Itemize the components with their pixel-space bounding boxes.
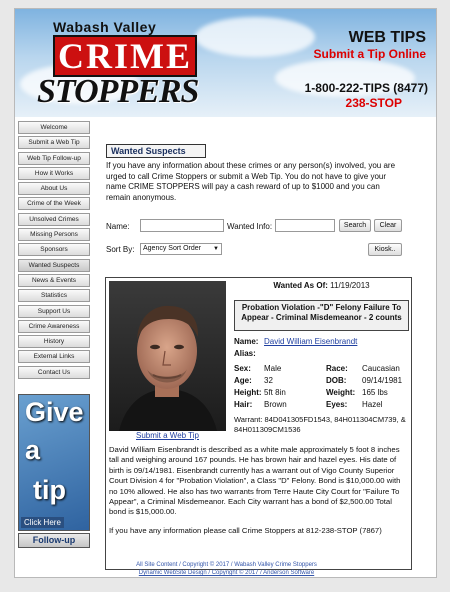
logo-title: Wabash Valley <box>53 19 157 35</box>
hair-value: Brown <box>264 400 287 409</box>
wanted-as-of <box>234 281 409 290</box>
header-banner <box>15 9 436 117</box>
page-title: Wanted Suspects <box>106 144 206 158</box>
sort-by-label: Sort By: <box>106 245 135 254</box>
search-button[interactable]: Search <box>339 219 371 232</box>
kiosk-button[interactable]: Kiosk.. <box>368 243 402 256</box>
eyes-label: Eyes: <box>326 400 348 409</box>
sidebar-item-web-tip-follow-up[interactable]: Web Tip Follow-up <box>18 152 90 165</box>
web-tips-heading: WEB TIPS <box>348 29 426 46</box>
sidebar-item-history[interactable]: History <box>18 335 90 348</box>
sidebar-item-support-us[interactable]: Support Us <box>18 305 90 318</box>
sort-order-select[interactable] <box>140 243 222 255</box>
footer-design-link[interactable]: Dynamic WebSite Design / Copyright © 2017 / Anderson Software <box>138 570 315 576</box>
wanted-info-input[interactable] <box>275 219 335 232</box>
promo-click-here[interactable]: Click Here <box>21 517 64 528</box>
suspect-photo <box>109 281 226 431</box>
race-value: Caucasian <box>362 364 400 373</box>
promo-tip: tip <box>33 475 66 505</box>
alias-label: Alias: <box>234 349 256 358</box>
charge-box: Probation Violation -"D" Felony Failure To Appear - Criminal Misdemeanor - 2 counts <box>234 300 409 331</box>
name-label: Name: <box>106 222 130 231</box>
submit-web-tip-link[interactable]: Submit a Web Tip <box>136 431 199 440</box>
chevron-down-icon: ▼ <box>213 246 219 252</box>
weight-label: Weight: <box>326 388 356 397</box>
page <box>14 8 437 578</box>
sidebar-item-external-links[interactable]: External Links <box>18 350 90 363</box>
description-text: David William Eisenbrandt is described as a white male approximately 5 foot 8 inches tall and weighing around 167 pounds. He has brown hair and hazel eyes. His date of birth is 09/14/1981. Eisenbrandt currently has a warrant out of Vigo County Superior Court Division 4 for "Probation Violation", a Class "D" Felony. Bond is $10,000.00 with no 10% allowed. He also has two warrants from Terre Haute City Court for "Failure To Appear", a Criminal Misdemeanor. Each City warrant has a bond of $2,500.00 Total bond is $15,000.00. <box>109 445 401 517</box>
age-value: 32 <box>264 376 273 385</box>
wanted-as-of-label: Wanted As Of: <box>273 281 328 290</box>
sex-label: Sex: <box>234 364 251 373</box>
follow-up-button[interactable]: Follow-up <box>18 533 90 548</box>
sidebar-item-crime-of-the-week[interactable]: Crime of the Week <box>18 197 90 210</box>
footer-copyright-link[interactable]: All Site Content / Copyright © 2017 / Wabash Valley Crime Stoppers <box>136 562 317 568</box>
sidebar-item-sponsors[interactable]: Sponsors <box>18 243 90 256</box>
give-a-tip-banner[interactable] <box>18 394 90 531</box>
height-label: Height: <box>234 388 262 397</box>
mugshot-image <box>109 281 226 431</box>
contact-text: If you have any information please call Crime Stoppers at 812-238-STOP (7867) <box>109 525 382 535</box>
eyes-value: Hazel <box>362 400 383 409</box>
wanted-as-of-date: 11/19/2013 <box>330 281 370 290</box>
suspect-card <box>105 277 412 570</box>
sidebar-item-submit-web-tip[interactable]: Submit a Web Tip <box>18 136 90 149</box>
sidebar-nav <box>18 121 90 381</box>
sort-order-value: Agency Sort Order <box>143 245 201 252</box>
dob-label: DOB: <box>326 376 347 385</box>
age-label: Age: <box>234 376 252 385</box>
sidebar-item-how-it-works[interactable]: How it Works <box>18 167 90 180</box>
name-field-label: Name: <box>234 337 259 346</box>
name-input[interactable] <box>140 219 224 232</box>
sidebar-item-contact-us[interactable]: Contact Us <box>18 366 90 379</box>
sex-value: Male <box>264 364 282 373</box>
sidebar-item-statistics[interactable]: Statistics <box>18 289 90 302</box>
sidebar-item-missing-persons[interactable]: Missing Persons <box>18 228 90 241</box>
warrant-numbers: Warrant: 84D041305FD1543, 84H011304CM739, & 84H011309CM1536 <box>234 415 406 434</box>
promo-give: Give <box>25 397 84 427</box>
intro-text: If you have any information about these crimes or any person(s) involved, you are urged to call Crime Stoppers or submit a Web Tip. You do not have to give your name CRIME STOPPERS will pay a cash reward of up to $1000 and you can remain anonymous. <box>106 161 396 202</box>
footer <box>15 561 438 577</box>
race-label: Race: <box>326 364 348 373</box>
sidebar-item-wanted-suspects[interactable]: Wanted Suspects <box>18 259 90 272</box>
logo-crime: CRIME <box>53 35 197 77</box>
promo-a: a <box>25 435 41 465</box>
local-number: 238-STOP <box>345 96 402 110</box>
sidebar-item-news-events[interactable]: News & Events <box>18 274 90 287</box>
sidebar-item-crime-awareness[interactable]: Crime Awareness <box>18 320 90 333</box>
wanted-info-label: Wanted Info: <box>227 222 273 231</box>
search-form <box>106 219 406 235</box>
logo-stoppers: STOPPERS <box>37 73 199 110</box>
clear-button[interactable]: Clear <box>374 219 402 232</box>
sidebar-item-unsolved-crimes[interactable]: Unsolved Crimes <box>18 213 90 226</box>
hotline-number: 1-800-222-TIPS (8477) <box>304 81 428 95</box>
height-value: 5ft 8in <box>264 388 286 397</box>
sidebar-item-about-us[interactable]: About Us <box>18 182 90 195</box>
dob-value: 09/14/1981 <box>362 376 403 385</box>
hair-label: Hair: <box>234 400 253 409</box>
weight-value: 165 lbs <box>362 388 388 397</box>
suspect-name-link[interactable]: David William Eisenbrandt <box>264 337 358 346</box>
sort-controls <box>106 243 406 259</box>
suspect-description <box>109 445 409 536</box>
submit-tip-online-link[interactable]: Submit a Tip Online <box>313 47 426 61</box>
sidebar-item-welcome[interactable]: Welcome <box>18 121 90 134</box>
